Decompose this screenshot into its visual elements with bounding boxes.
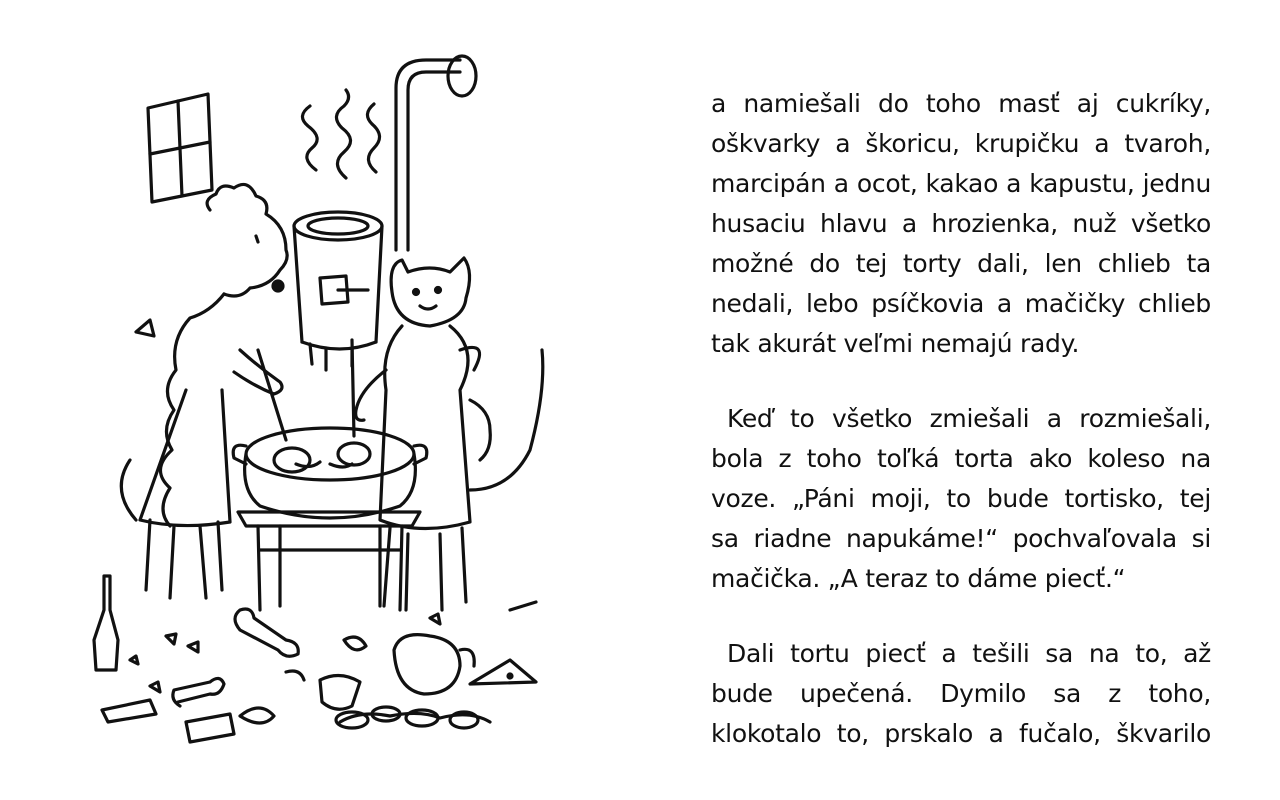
- text-line: klokotalo to, prskalo a fučalo, škvarilo: [711, 719, 1211, 748]
- table-drawing: [238, 512, 420, 610]
- text-line: mačička. „A teraz to dáme piecť.“: [711, 564, 1126, 593]
- dog-drawing: [121, 184, 287, 598]
- illustration-dog-and-cat-baking: [90, 50, 560, 750]
- steam-drawing: [302, 90, 379, 178]
- spoons-drawing: [258, 340, 370, 472]
- text-line: oškvarky a škoricu, krupičku a tvaroh,: [711, 129, 1211, 158]
- stove-pipe-drawing: [396, 56, 476, 250]
- line-drawing: [90, 50, 560, 750]
- story-text: [711, 84, 1211, 789]
- text-line: sa riadne napukáme!“ pochvaľovala si: [711, 524, 1211, 553]
- scattered-ingredients-drawing: [94, 576, 536, 742]
- text-line: voze. „Páni moji, to bude tortisko, tej: [711, 484, 1211, 513]
- text-line: Keď to všetko zmiešali a rozmiešali,: [727, 404, 1211, 433]
- text-line: nedali, lebo psíčkovia a mačičky chlieb: [711, 289, 1211, 318]
- text-line: možné do tej torty dali, len chlieb ta: [711, 249, 1211, 278]
- text-line: marcipán a ocot, kakao a kapustu, jednu: [711, 169, 1211, 198]
- text-line: husaciu hlavu a hrozienka, nuž všetko: [711, 209, 1211, 238]
- text-line: a namiešali do toho masť aj cukríky,: [711, 89, 1211, 118]
- cat-drawing: [356, 258, 543, 610]
- stove-drawing: [294, 212, 382, 370]
- pot-drawing: [233, 428, 427, 518]
- window-drawing: [148, 94, 212, 202]
- text-line: Dali tortu piecť a tešili sa na to, až: [727, 639, 1211, 668]
- text-line: tak akurát veľmi nemajú rady.: [711, 329, 1080, 358]
- text-line: bude upečená. Dymilo sa z toho,: [711, 679, 1211, 708]
- paragraph-3: [711, 634, 1211, 754]
- text-line: bola z toho toľká torta ako koleso na: [711, 444, 1211, 473]
- paragraph-2: [711, 399, 1211, 599]
- paragraph-1: [711, 84, 1211, 364]
